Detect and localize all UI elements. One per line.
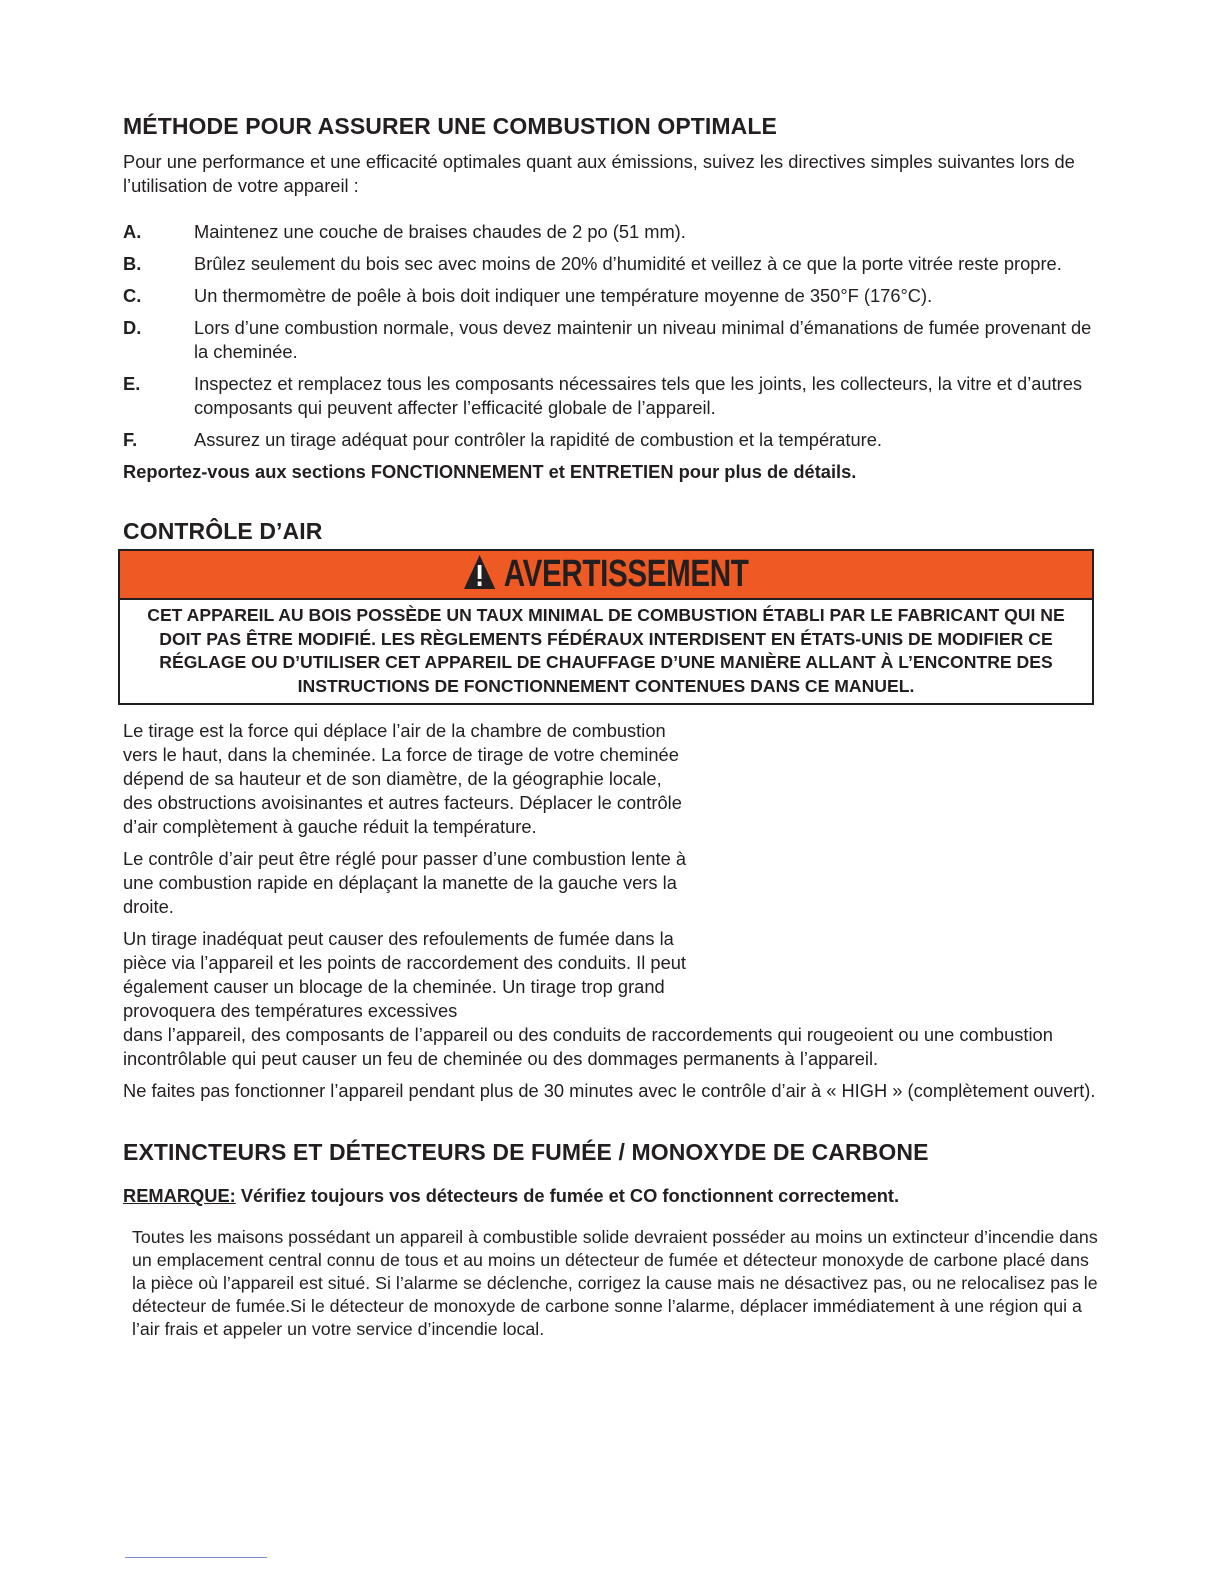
air-paragraph-3a: Un tirage inadéquat peut causer des refoulements de fumée dans la pièce via l’appareil et les points de raccordement des conduits. Il peut également causer un blocage de la cheminée. Un tirage trop grand provoquera des températures excessives — [123, 928, 686, 1021]
warning-title-text: AVERTISSEMENT — [503, 553, 749, 595]
refer-note: Reportez-vous aux sections FONCTIONNEMENT et ENTRETIEN pour plus de détails. — [123, 461, 857, 482]
section-title-air-control: CONTRÔLE D’AIR — [123, 518, 323, 544]
air-paragraph-3b: dans l’appareil, des composants de l’appareil ou des conduits de raccordements qui rougeoient ou une combustion incontrôlable qui peut causer un feu de cheminée ou des dommages permanents à l’appareil. — [123, 1024, 1053, 1069]
warning-header — [120, 551, 1092, 600]
list-item — [123, 316, 1098, 364]
list-item-letter: C. — [123, 285, 142, 306]
list-item-text: Maintenez une couche de braises chaudes de 2 po (51 mm). — [194, 221, 686, 242]
air-paragraph-1: Le tirage est la force qui déplace l’air de la chambre de combustion vers le haut, dans la cheminée. La force de tirage de votre cheminée dépend de sa hauteur et de son diamètre, de la géographie locale, des obstructions avoisinantes et autres facteurs. Déplacer le contrôle d’air complètement à gauche réduit la température. — [123, 720, 682, 837]
list-item-text: Lors d’une combustion normale, vous devez maintenir un niveau minimal d’émanations de fumée provenant de la cheminée. — [194, 317, 1092, 362]
list-item — [123, 220, 1098, 244]
page-content — [123, 113, 1098, 1341]
warning-body: CET APPAREIL AU BOIS POSSÈDE UN TAUX MINIMAL DE COMBUSTION ÉTABLI PAR LE FABRICANT QUI NE DOIT PAS ÊTRE MODIFIÉ. LES RÈGLEMENTS FÉDÉRAUX INTERDISENT EN ÉTATS-UNIS DE MODIFIER CE RÉGLAGE OU D’UTILISER CET APPAREIL DE CHAUFFAGE D’UNE MANIÈRE ALLANT À L’ENCONTRE DES INSTRUCTIONS DE FONCTIONNEMENT CONTENUES DANS CE MANUEL. — [147, 605, 1065, 696]
combustion-intro: Pour une performance et une efficacité optimales quant aux émissions, suivez les directives simples suivantes lors de l’utilisation de votre appareil : — [123, 151, 1075, 196]
footer-divider — [125, 1557, 267, 1558]
list-item-text: Inspectez et remplacez tous les composants nécessaires tels que les joints, les collecteurs, la vitre et d’autres composants qui peuvent affecter l’efficacité globale de l’appareil. — [194, 373, 1083, 418]
list-item-letter: E. — [123, 373, 141, 394]
note — [123, 1184, 1098, 1208]
note-label: REMARQUE: — [123, 1185, 236, 1206]
section-title-combustion: MÉTHODE POUR ASSURER UNE COMBUSTION OPTIMALE — [123, 113, 777, 139]
extinguisher-paragraph: Toutes les maisons possédant un appareil à combustible solide devraient posséder au moins un extincteur d’incendie dans un emplacement central connu de tous et au moins un détecteur de fumée et détecteur monoxyde de carbone placé dans la pièce où l’appareil est situé. Si l’alarme se déclenche, corrigez la cause mais ne désactivez pas, ou ne relocalisez pas le détecteur de fumée.Si le détecteur de monoxyde de carbone sonne l’alarme, déplacer immédiatement à une région qui a l’air frais et appeler un votre service d’incendie local. — [132, 1227, 1098, 1340]
air-paragraph-2: Le contrôle d’air peut être réglé pour passer d’une combustion lente à une combustion rapide en déplaçant la manette de la gauche vers la droite. — [123, 848, 687, 917]
combustion-list — [123, 220, 1098, 452]
list-item-letter: D. — [123, 317, 142, 338]
warning-title — [463, 553, 748, 596]
warning-box — [118, 549, 1094, 705]
note-text: Vérifiez toujours vos détecteurs de fumée et CO fonctionnent correctement. — [240, 1185, 900, 1206]
list-item-text: Assurez un tirage adéquat pour contrôler la rapidité de combustion et la température. — [194, 429, 882, 450]
list-item-letter: F. — [123, 429, 138, 450]
list-item — [123, 372, 1098, 420]
list-item-text: Un thermomètre de poêle à bois doit indiquer une température moyenne de 350°F (176°C). — [194, 285, 933, 306]
list-item — [123, 252, 1098, 276]
list-item-letter: A. — [123, 221, 142, 242]
list-item-text: Brûlez seulement du bois sec avec moins de 20% d’humidité et veillez à ce que la porte vitrée reste propre. — [194, 253, 1062, 274]
list-item — [123, 428, 1098, 452]
warning-triangle-icon — [463, 554, 496, 590]
list-item-letter: B. — [123, 253, 142, 274]
list-item — [123, 284, 1098, 308]
section-title-extinguishers: EXTINCTEURS ET DÉTECTEURS DE FUMÉE / MONOXYDE DE CARBONE — [123, 1139, 929, 1165]
air-paragraph-4: Ne faites pas fonctionner l’appareil pendant plus de 30 minutes avec le contrôle d’air à « HIGH » (complètement ouvert). — [123, 1080, 1096, 1101]
